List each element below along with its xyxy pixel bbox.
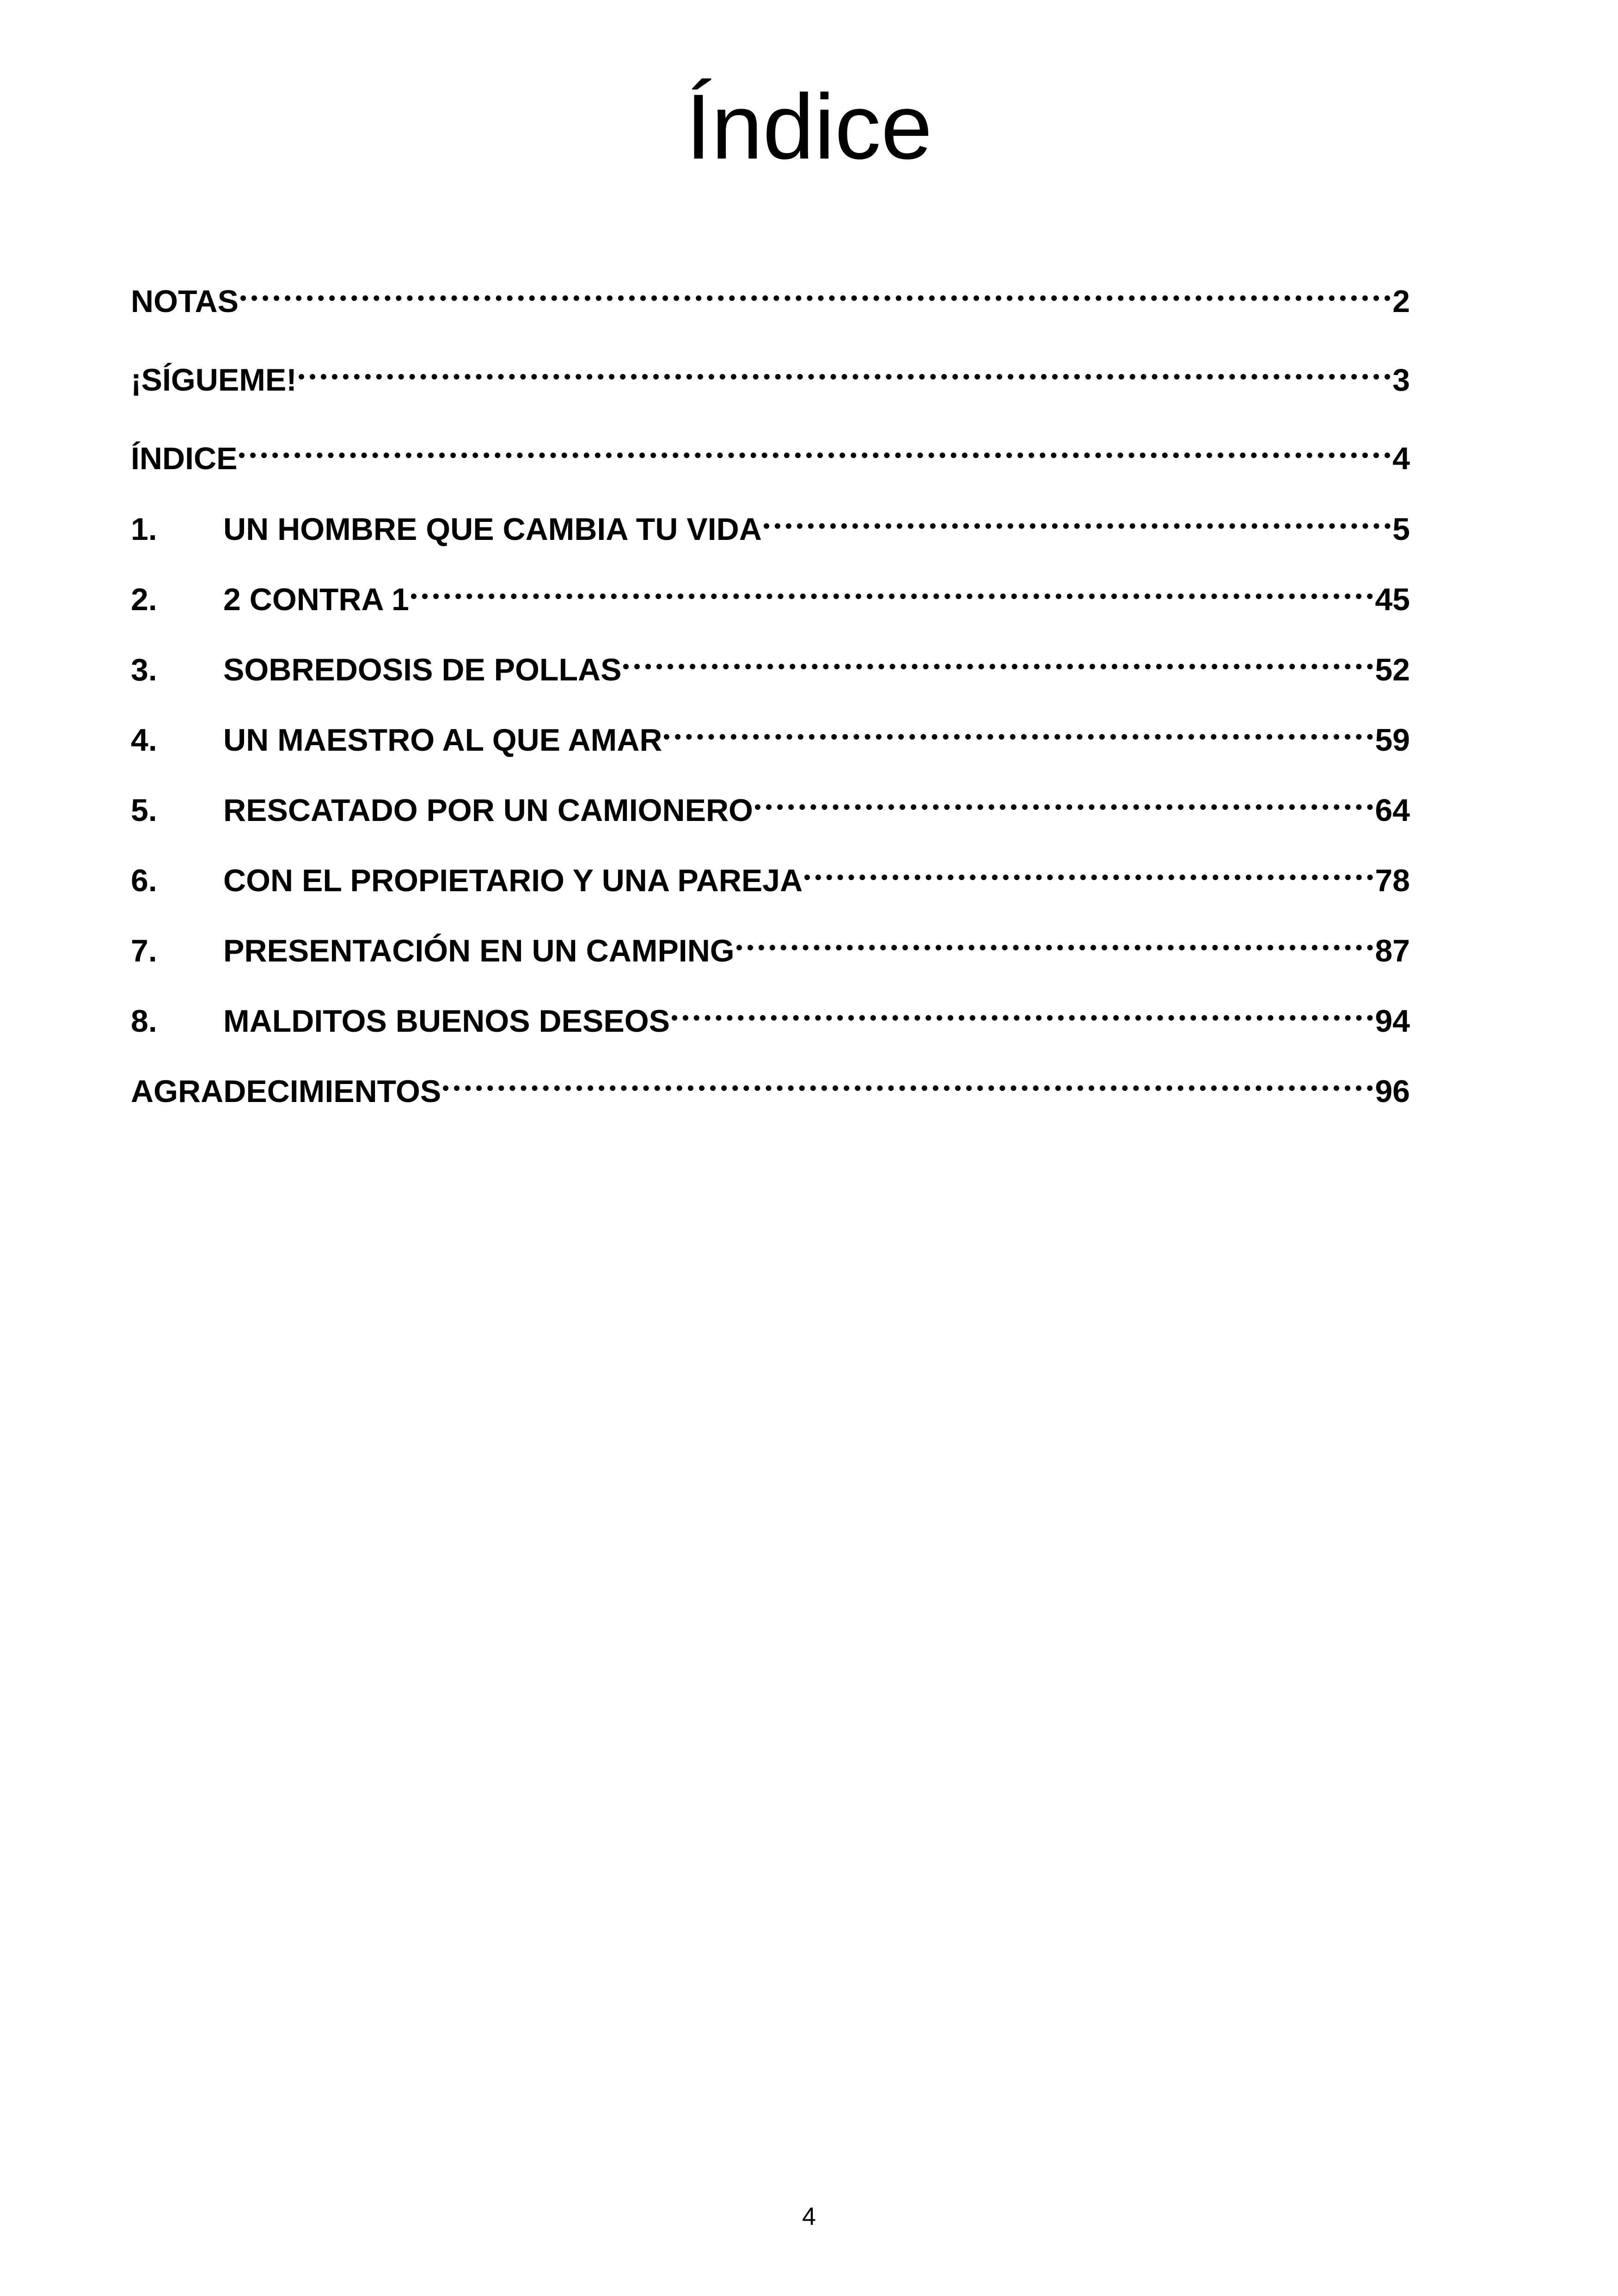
toc-entry-number: 2. [131, 582, 157, 617]
toc-entry-number: 6. [131, 863, 157, 898]
toc-entry-sigueme[interactable] [131, 349, 1410, 401]
toc-entry-label: ÍNDICE [131, 441, 238, 476]
table-of-contents [131, 0, 1410, 1156]
toc-entry-chapter-8[interactable] [131, 990, 1410, 1042]
toc-dot-leader [804, 850, 1373, 891]
toc-dot-leader [443, 1060, 1373, 1102]
toc-entry-indice[interactable] [131, 428, 1410, 479]
toc-entry-chapter-2[interactable] [131, 569, 1410, 620]
toc-entry-chapter-6[interactable] [131, 850, 1410, 901]
toc-entry-label: NOTAS [131, 284, 239, 319]
toc-entry-label: UN HOMBRE QUE CAMBIA TU VIDA [223, 512, 762, 547]
toc-entry-label: RESCATADO POR UN CAMIONERO [223, 793, 753, 828]
toc-entry-page: 52 [1375, 652, 1410, 687]
toc-entry-page: 2 [1392, 284, 1410, 319]
toc-dot-leader [755, 779, 1373, 821]
toc-dot-leader [299, 349, 1391, 391]
toc-dot-leader [623, 639, 1373, 680]
toc-entry-label: UN MAESTRO AL QUE AMAR [223, 722, 662, 758]
toc-entry-label: PRESENTACIÓN EN UN CAMPING [223, 933, 735, 968]
toc-entry-label: AGRADECIMIENTOS [131, 1074, 441, 1109]
toc-entry-number: 7. [131, 933, 157, 968]
toc-dot-leader [672, 990, 1373, 1032]
toc-entry-label: 2 CONTRA 1 [223, 582, 409, 617]
toc-entry-chapter-3[interactable] [131, 639, 1410, 691]
toc-entry-page: 59 [1375, 722, 1410, 758]
toc-entry-page: 3 [1392, 362, 1410, 398]
toc-entry-number: 5. [131, 793, 157, 828]
toc-entry-chapter-5[interactable] [131, 779, 1410, 831]
toc-entry-page: 94 [1375, 1004, 1410, 1039]
toc-dot-leader [411, 569, 1373, 610]
toc-entry-page: 64 [1375, 793, 1410, 828]
toc-dot-leader [240, 270, 1391, 312]
toc-entry-page: 45 [1375, 582, 1410, 617]
toc-dot-leader [664, 709, 1373, 751]
toc-entry-page: 87 [1375, 933, 1410, 968]
toc-entry-page: 78 [1375, 863, 1410, 898]
toc-entry-number: 8. [131, 1004, 157, 1039]
toc-entry-page: 96 [1375, 1074, 1410, 1109]
toc-entry-chapter-1[interactable] [131, 498, 1410, 550]
page-title: Índice [686, 75, 932, 178]
toc-entry-page: 5 [1392, 512, 1410, 547]
toc-entry-agradecimientos[interactable] [131, 1060, 1410, 1112]
toc-entry-chapter-4[interactable] [131, 709, 1410, 761]
toc-dot-leader [764, 498, 1391, 540]
toc-entry-label: MALDITOS BUENOS DESEOS [223, 1004, 670, 1039]
toc-entry-label: CON EL PROPIETARIO Y UNA PAREJA [223, 863, 803, 898]
toc-entry-number: 3. [131, 652, 157, 687]
toc-entry-notas[interactable] [131, 270, 1410, 322]
toc-entry-number: 4. [131, 722, 157, 758]
toc-entry-chapter-7[interactable] [131, 920, 1410, 972]
toc-entry-label: SOBREDOSIS DE POLLAS [223, 652, 622, 687]
toc-dot-leader [736, 920, 1373, 961]
toc-dot-leader [239, 428, 1391, 469]
page-number: 4 [802, 2203, 816, 2230]
toc-entry-number: 1. [131, 512, 157, 547]
toc-entry-label: ¡SÍGUEME! [131, 362, 297, 398]
toc-entry-page: 4 [1392, 441, 1410, 476]
